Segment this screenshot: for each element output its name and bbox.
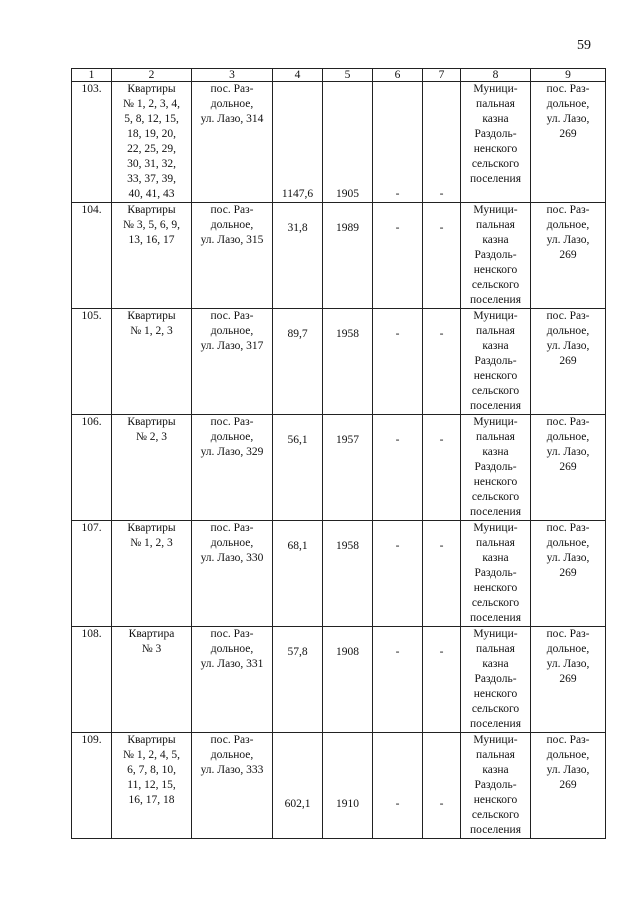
- object-name: Квартира № 3: [112, 627, 192, 733]
- column-6-value: -: [373, 521, 423, 627]
- object-year: 1905: [323, 82, 373, 203]
- table-row: [72, 733, 606, 839]
- property-registry-table: [71, 68, 606, 839]
- table-row: [72, 203, 606, 309]
- object-year: 1957: [323, 415, 373, 521]
- column-header: 3: [192, 69, 273, 82]
- object-owner: Муници- пальная казна Раздоль- ненского сельского поселения: [461, 203, 531, 309]
- object-area: 57,8: [273, 627, 323, 733]
- object-name: Квартиры № 3, 5, 6, 9, 13, 16, 17: [112, 203, 192, 309]
- column-header: 5: [323, 69, 373, 82]
- object-name: Квартиры № 1, 2, 3: [112, 521, 192, 627]
- page-number: 59: [577, 38, 591, 53]
- header-row: [72, 69, 606, 82]
- row-number: 108.: [72, 627, 112, 733]
- object-owner: Муници- пальная казна Раздоль- ненского сельского поселения: [461, 415, 531, 521]
- column-6-value: -: [373, 415, 423, 521]
- object-area: 56,1: [273, 415, 323, 521]
- object-year: 1908: [323, 627, 373, 733]
- table-row: [72, 82, 606, 203]
- column-7-value: -: [423, 82, 461, 203]
- table-row: [72, 309, 606, 415]
- column-header: 7: [423, 69, 461, 82]
- object-year: 1989: [323, 203, 373, 309]
- column-header: 9: [531, 69, 606, 82]
- object-address: пос. Раз- дольное, ул. Лазо, 314: [192, 82, 273, 203]
- object-owner: Муници- пальная казна Раздоль- ненского сельского поселения: [461, 309, 531, 415]
- table-row: [72, 627, 606, 733]
- object-area: 68,1: [273, 521, 323, 627]
- table-row: [72, 521, 606, 627]
- object-owner: Муници- пальная казна Раздоль- ненского сельского поселения: [461, 521, 531, 627]
- object-name: Квартиры № 1, 2, 4, 5, 6, 7, 8, 10, 11, 12, 15, 16, 17, 18: [112, 733, 192, 839]
- row-number: 103.: [72, 82, 112, 203]
- object-area: 89,7: [273, 309, 323, 415]
- column-6-value: -: [373, 82, 423, 203]
- object-name: Квартиры № 1, 2, 3, 4, 5, 8, 12, 15, 18, 19, 20, 22, 25, 29, 30, 31, 32, 33, 37, 39, 40, 41, 43: [112, 82, 192, 203]
- object-address: пос. Раз- дольное, ул. Лазо, 330: [192, 521, 273, 627]
- row-number: 107.: [72, 521, 112, 627]
- object-address: пос. Раз- дольное, ул. Лазо, 329: [192, 415, 273, 521]
- object-year: 1910: [323, 733, 373, 839]
- object-name: Квартиры № 1, 2, 3: [112, 309, 192, 415]
- object-year: 1958: [323, 521, 373, 627]
- object-location: пос. Раз- дольное, ул. Лазо, 269: [531, 415, 606, 521]
- object-location: пос. Раз- дольное, ул. Лазо, 269: [531, 521, 606, 627]
- column-header: 2: [112, 69, 192, 82]
- object-location: пос. Раз- дольное, ул. Лазо, 269: [531, 309, 606, 415]
- column-header: 4: [273, 69, 323, 82]
- table-row: [72, 415, 606, 521]
- object-location: пос. Раз- дольное, ул. Лазо, 269: [531, 627, 606, 733]
- object-owner: Муници- пальная казна Раздоль- ненского сельского поселения: [461, 733, 531, 839]
- column-header: 6: [373, 69, 423, 82]
- column-7-value: -: [423, 521, 461, 627]
- row-number: 109.: [72, 733, 112, 839]
- column-header: 1: [72, 69, 112, 82]
- column-7-value: -: [423, 309, 461, 415]
- row-number: 104.: [72, 203, 112, 309]
- column-6-value: -: [373, 203, 423, 309]
- object-owner: Муници- пальная казна Раздоль- ненского сельского поселения: [461, 82, 531, 203]
- column-6-value: -: [373, 627, 423, 733]
- object-location: пос. Раз- дольное, ул. Лазо, 269: [531, 733, 606, 839]
- object-area: 602,1: [273, 733, 323, 839]
- object-address: пос. Раз- дольное, ул. Лазо, 333: [192, 733, 273, 839]
- object-area: 31,8: [273, 203, 323, 309]
- row-number: 106.: [72, 415, 112, 521]
- object-location: пос. Раз- дольное, ул. Лазо, 269: [531, 82, 606, 203]
- object-area: 1147,6: [273, 82, 323, 203]
- row-number: 105.: [72, 309, 112, 415]
- object-owner: Муници- пальная казна Раздоль- ненского сельского поселения: [461, 627, 531, 733]
- object-address: пос. Раз- дольное, ул. Лазо, 331: [192, 627, 273, 733]
- object-year: 1958: [323, 309, 373, 415]
- object-location: пос. Раз- дольное, ул. Лазо, 269: [531, 203, 606, 309]
- column-7-value: -: [423, 733, 461, 839]
- column-6-value: -: [373, 733, 423, 839]
- column-7-value: -: [423, 627, 461, 733]
- column-7-value: -: [423, 415, 461, 521]
- column-header: 8: [461, 69, 531, 82]
- column-7-value: -: [423, 203, 461, 309]
- column-6-value: -: [373, 309, 423, 415]
- object-name: Квартиры № 2, 3: [112, 415, 192, 521]
- object-address: пос. Раз- дольное, ул. Лазо, 317: [192, 309, 273, 415]
- object-address: пос. Раз- дольное, ул. Лазо, 315: [192, 203, 273, 309]
